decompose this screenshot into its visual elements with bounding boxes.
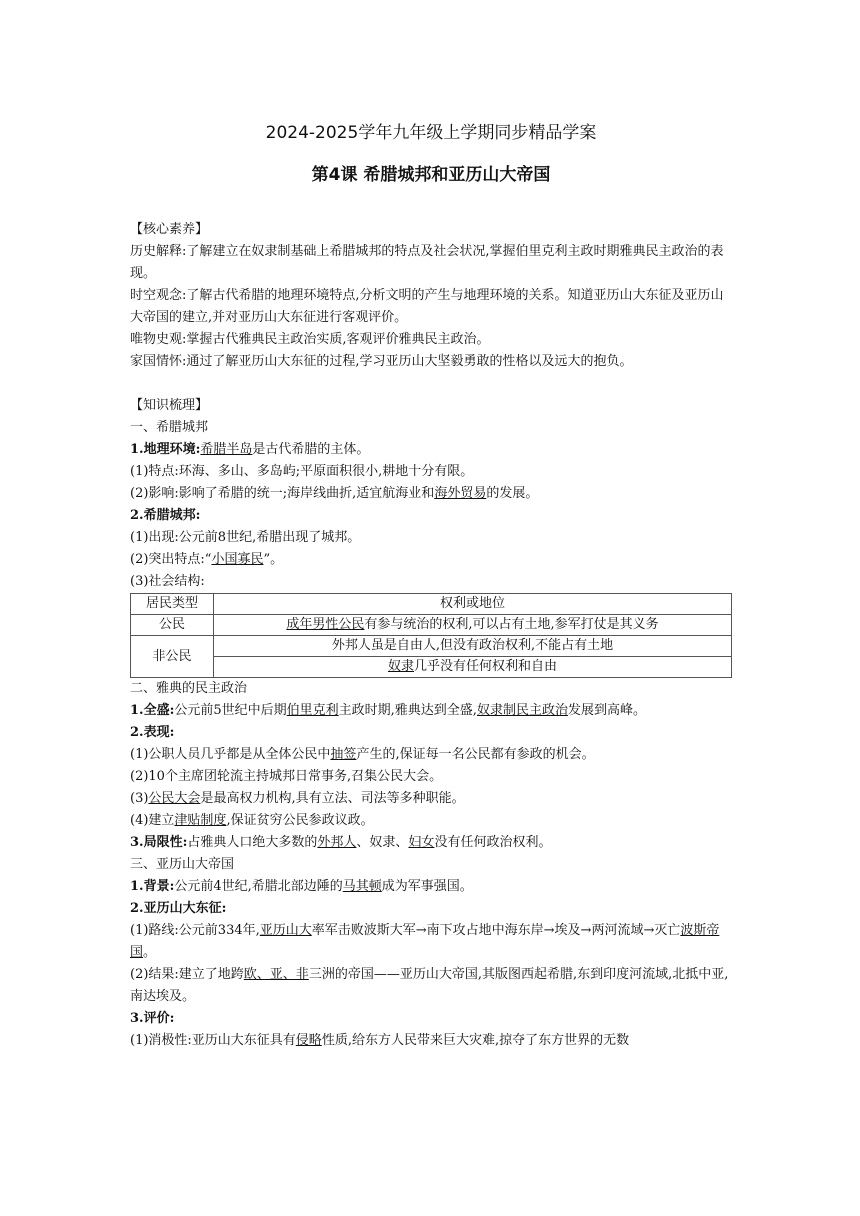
structure-line: (3)社会结构: [130, 574, 205, 589]
answer-blank: 妇女 [408, 835, 435, 850]
performance-item [130, 788, 732, 810]
cell-text: 有参与统治的权利,可以占有土地,参军打仗是其义务 [364, 617, 659, 632]
answer-blank: 公民大会 [148, 791, 201, 806]
background-line [130, 876, 732, 898]
route-text: (1)路线:公元前334年, [130, 923, 260, 938]
geo-text: 是古代希腊的主体。 [252, 442, 370, 457]
answer-blank: 欧、亚、非 [243, 967, 309, 982]
table-cell [214, 615, 732, 636]
peak-line [130, 700, 732, 722]
city-label: 2.希腊城邦: [130, 508, 201, 523]
core-item-label: 时空观念: [130, 288, 187, 303]
lesson-title: 第4课 希腊城邦和亚历山大帝国 [311, 165, 551, 185]
east-expedition-label: 2.亚历山大东征: [130, 901, 227, 916]
answer-blank: 外邦人 [317, 835, 357, 850]
section-heading: 三、亚历山大帝国 [130, 857, 235, 872]
table-row [131, 615, 732, 636]
geo-line [130, 439, 732, 461]
core-item [130, 329, 732, 351]
social-structure-table [130, 593, 732, 678]
performance-item [130, 810, 732, 832]
negative-line [130, 1030, 732, 1052]
answer-blank: 希腊半岛 [200, 442, 253, 457]
peak-label: 1.全盛: [130, 703, 175, 718]
knowledge-heading: 【知识梳理】 [130, 398, 209, 413]
core-item-text: 了解建立在奴隶制基础上希腊城邦的特点及社会状况,掌握伯里克利主政时期雅典民主政治的表现。 [130, 244, 724, 281]
table-header-cell: 权利或地位 [214, 594, 732, 615]
answer-blank: 奴隶 [387, 659, 414, 674]
section-heading: 一、希腊城邦 [130, 420, 209, 435]
bg-text: 成为军事强国。 [381, 879, 473, 894]
route-text: 率军击败波斯大军→南下攻占地中海东岸→埃及→两河流域→灭亡 [311, 923, 681, 938]
core-item-text: 了解古代希腊的地理环境特点,分析文明的产生与地理环境的关系。知道亚历山大东征及亚历山大帝国的建立,并对亚历山大东征进行客观评价。 [130, 288, 724, 325]
cell-text: 几乎没有任何权利和自由 [414, 659, 558, 674]
bg-text: 公元前4世纪,希腊北部边陲的 [174, 879, 343, 894]
lim-text: 占雅典人口绝大多数的 [187, 835, 318, 850]
table-cell: 外邦人虽是自由人,但没有政治权利,不能占有土地 [214, 636, 732, 657]
document-body [130, 219, 732, 1052]
background-label: 1.背景: [130, 879, 175, 894]
neg-text: 性质,给东方人民带来巨大灾难,掠夺了东方世界的无数 [321, 1033, 630, 1048]
table-row [131, 636, 732, 657]
table-row [131, 657, 732, 678]
core-item [130, 351, 732, 373]
route-line [130, 920, 732, 964]
result-line [130, 964, 732, 1008]
peak-text: 主政时期,雅典达到全盛, [338, 703, 477, 718]
limitation-line [130, 832, 732, 854]
performance-item: (2)10个主席团轮流主持城邦日常事务,召集公民大会。 [130, 769, 443, 784]
neg-text: (1)消极性:亚历山大东征具有 [130, 1033, 296, 1048]
document-title: 2024-2025学年九年级上学期同步精品学案 [265, 123, 597, 143]
spacer [130, 373, 732, 395]
feature-text: (2)突出特点:“ [130, 552, 212, 567]
influence-line [130, 483, 732, 505]
answer-blank: 成年男性公民 [286, 617, 365, 632]
answer-blank: 亚历山大 [259, 923, 312, 938]
appear-line: (1)出现:公元前8世纪,希腊出现了城邦。 [130, 530, 361, 545]
limitation-label: 3.局限性: [130, 835, 188, 850]
feature-line: (1)特点:环海、多山、多岛屿;平原面积很小,耕地十分有限。 [130, 464, 474, 479]
core-item-text: 通过了解亚历山大东征的过程,学习亚历山大坚毅勇敢的性格以及远大的抱负。 [186, 354, 633, 369]
result-text: (2)结果:建立了地跨 [130, 967, 244, 982]
influence-text: 的发展。 [486, 486, 539, 501]
core-item-label: 唯物史观: [130, 332, 187, 347]
perf-text: (3) [130, 791, 149, 806]
core-heading: 【核心素养】 [130, 222, 209, 237]
table-cell [214, 657, 732, 678]
route-text: 。 [143, 945, 157, 960]
section-heading: 二、雅典的民主政治 [130, 681, 248, 696]
table-cell: 非公民 [131, 636, 214, 678]
answer-blank: 马其顿 [342, 879, 382, 894]
table-row [131, 594, 732, 615]
table-header-cell: 居民类型 [131, 594, 214, 615]
result-text: 三洲的帝国——亚历山大帝国,其版图西起希腊,东到印度河流域,北抵中亚,南达埃及。 [130, 967, 729, 1004]
peak-text: 公元前5世纪中后期 [174, 703, 287, 718]
core-item-text: 掌握古代雅典民主政治实质,客观评价雅典民主政治。 [186, 332, 490, 347]
influence-text: (2)影响:影响了希腊的统一;海岸线曲折,适宜航海业和 [130, 486, 435, 501]
peak-text: 发展到高峰。 [567, 703, 646, 718]
feature-text: ”。 [263, 552, 284, 567]
performance-label: 2.表现: [130, 725, 175, 740]
core-item-label: 历史解释: [130, 244, 187, 259]
answer-blank: 侵略 [295, 1033, 322, 1048]
core-item-label: 家国情怀: [130, 354, 187, 369]
perf-text: 是最高权力机构,具有立法、司法等多种职能。 [200, 791, 465, 806]
lim-text: 、奴隶、 [356, 835, 409, 850]
answer-blank: 抽签 [330, 747, 357, 762]
perf-text: ,保证贫穷公民参政议政。 [226, 813, 374, 828]
answer-blank: 波斯帝国 [130, 923, 720, 960]
answer-blank: 小国寡民 [211, 552, 264, 567]
table-cell: 公民 [131, 615, 214, 636]
evaluation-label: 3.评价: [130, 1011, 175, 1026]
core-item [130, 241, 732, 285]
answer-blank: 伯里克利 [286, 703, 339, 718]
answer-blank: 奴隶制民主政治 [476, 703, 568, 718]
core-item [130, 285, 732, 329]
perf-text: 产生的,保证每一名公民都有参政的机会。 [356, 747, 595, 762]
performance-item [130, 744, 732, 766]
perf-text: (4)建立 [130, 813, 175, 828]
answer-blank: 津贴制度 [174, 813, 227, 828]
geo-label: 1.地理环境: [130, 442, 201, 457]
answer-blank: 海外贸易 [434, 486, 487, 501]
special-feature-line [130, 549, 732, 571]
perf-text: (1)公职人员几乎都是从全体公民中 [130, 747, 331, 762]
lim-text: 没有任何政治权利。 [434, 835, 552, 850]
